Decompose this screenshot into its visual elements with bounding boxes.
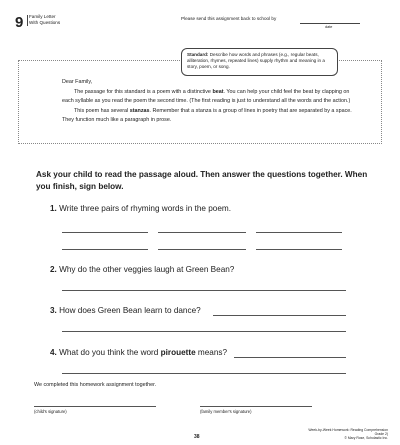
assignment-type-label: Family Letter With Questions [29,14,61,25]
answer-line[interactable] [62,373,346,374]
completion-statement: We completed this homework assignment together. [34,382,157,388]
answer-line[interactable] [256,232,342,233]
question-2: 2. Why do the other veggies laugh at Green Bean? [50,265,235,274]
question-1: 1. Write three pairs of rhyming words in the poem. [50,204,231,213]
answer-line[interactable] [62,249,148,250]
due-date-label: date [325,24,333,29]
standard-label: Standard: [187,52,209,57]
question-4: 4. What do you think the word pirouette means? [50,348,228,357]
answer-line[interactable] [62,290,346,291]
standard-callout [181,48,338,76]
letter-paragraph-1: The passage for this standard is a poem with a distinctive beat. You can help your child feel the beat by clapping on each syllable as you read the poem the second time. (The first reading is just to understand all the words and the action.) [62,88,351,105]
child-signature-field[interactable] [34,406,156,407]
instructions: Ask your child to read the passage aloud. Then answer the questions together. When you finish, sign below. [36,170,368,191]
answer-line[interactable] [158,232,246,233]
answer-line[interactable] [256,249,342,250]
letter-greeting: Dear Family, [62,79,93,85]
answer-line[interactable] [62,232,148,233]
question-3: 3. How does Green Bean learn to dance? [50,306,201,315]
standard-text: Describe how words and phrases (e.g., regular beats, alliteration, rhymes, repeated lines) supply rhythm and meaning in a story, poem, or song. [187,52,325,69]
page-number: 38 [194,434,200,440]
assignment-number: 9 [15,14,24,31]
letter-paragraph-2: This poem has several stanzas. Remember that a stanza is a group of lines in poetry that are separated by a space. They function much like a paragraph in prose. [62,107,352,124]
answer-line[interactable] [62,331,346,332]
header-divider [27,15,28,26]
family-signature-label: (family member's signature) [200,409,252,414]
answer-line[interactable] [158,249,246,250]
answer-line[interactable] [213,315,346,316]
copyright-credit: Week-by-Week Homework: Reading Comprehension Grade 2) © Mary Rose, Scholastic Inc. [308,428,388,441]
return-instruction: Please send this assignment back to school by [181,16,277,21]
child-signature-label: (child's signature) [34,409,67,414]
family-letter [62,78,360,126]
answer-line[interactable] [234,357,346,358]
family-signature-field[interactable] [200,406,312,407]
